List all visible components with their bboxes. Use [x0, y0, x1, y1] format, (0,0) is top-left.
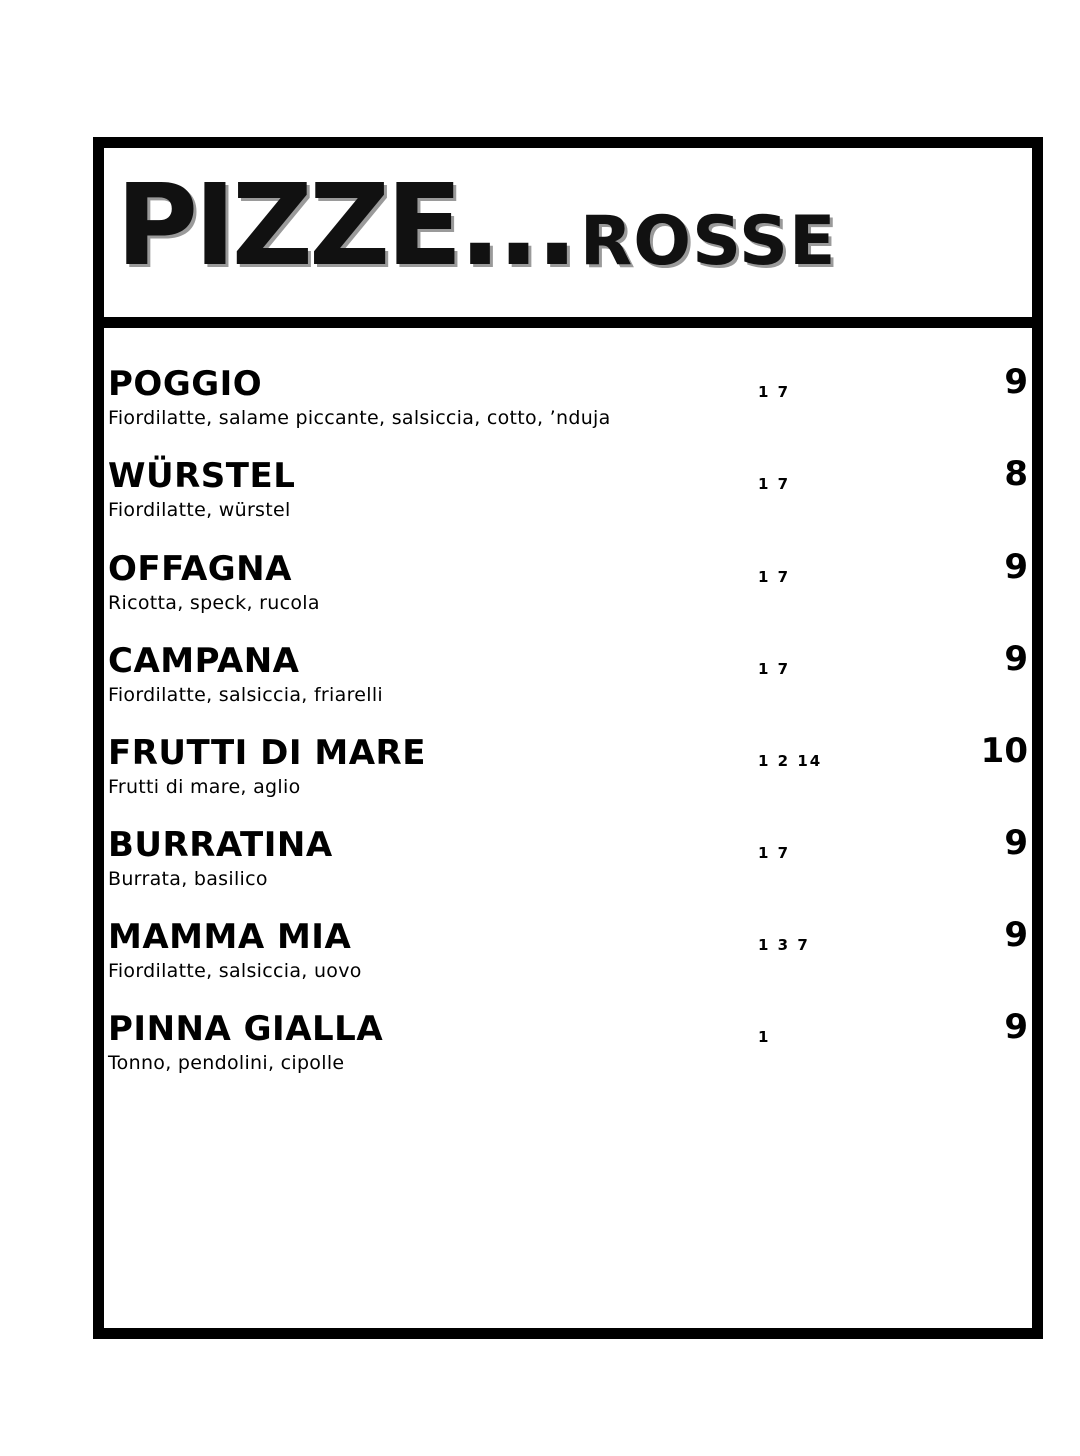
item-name: WÜRSTEL [108, 456, 296, 496]
item-allergens: 1 7 [758, 475, 791, 493]
menu-item-pinna-gialla [108, 1009, 1028, 1089]
item-name: POGGIO [108, 364, 263, 404]
item-price: 9 [1004, 639, 1028, 679]
item-name: MAMMA MIA [108, 917, 352, 957]
title-sub: ROSSE [579, 202, 837, 281]
item-allergens: 1 7 [758, 844, 791, 862]
item-allergens: 1 7 [758, 660, 791, 678]
item-price: 9 [1004, 547, 1028, 587]
item-description: Ricotta, speck, rucola [108, 592, 320, 614]
item-description: Frutti di mare, aglio [108, 776, 301, 798]
item-name: CAMPANA [108, 641, 300, 681]
menu-item-offagna [108, 549, 1028, 629]
item-description: Fiordilatte, salame piccante, salsiccia, cotto, ’nduja [108, 407, 611, 429]
item-description: Burrata, basilico [108, 868, 268, 890]
item-description: Fiordilatte, salsiccia, friarelli [108, 684, 383, 706]
menu-item-frutti-di-mare [108, 733, 1028, 813]
menu-item-mamma-mia [108, 917, 1028, 997]
item-description: Fiordilatte, würstel [108, 499, 291, 521]
item-description: Fiordilatte, salsiccia, uovo [108, 960, 362, 982]
menu-frame [93, 137, 1043, 1339]
item-name: OFFAGNA [108, 549, 292, 589]
title-main: PIZZE... [116, 161, 575, 291]
item-allergens: 1 7 [758, 568, 791, 586]
item-name: FRUTTI DI MARE [108, 733, 426, 773]
item-allergens: 1 7 [758, 383, 791, 401]
item-price: 8 [1004, 454, 1028, 494]
menu-item-wurstel [108, 456, 1028, 536]
item-price: 9 [1004, 1007, 1028, 1047]
item-name: PINNA GIALLA [108, 1009, 384, 1049]
item-price: 10 [980, 731, 1028, 771]
menu-item-campana [108, 641, 1028, 721]
menu-item-burratina [108, 825, 1028, 905]
item-price: 9 [1004, 362, 1028, 402]
menu-header [104, 148, 1032, 328]
item-allergens: 1 2 14 [758, 752, 823, 770]
item-allergens: 1 3 7 [758, 936, 810, 954]
item-price: 9 [1004, 915, 1028, 955]
item-description: Tonno, pendolini, cipolle [108, 1052, 345, 1074]
page-title [116, 161, 837, 291]
item-price: 9 [1004, 823, 1028, 863]
item-allergens: 1 [758, 1028, 771, 1046]
menu-item-poggio [108, 364, 1028, 444]
item-name: BURRATINA [108, 825, 333, 865]
